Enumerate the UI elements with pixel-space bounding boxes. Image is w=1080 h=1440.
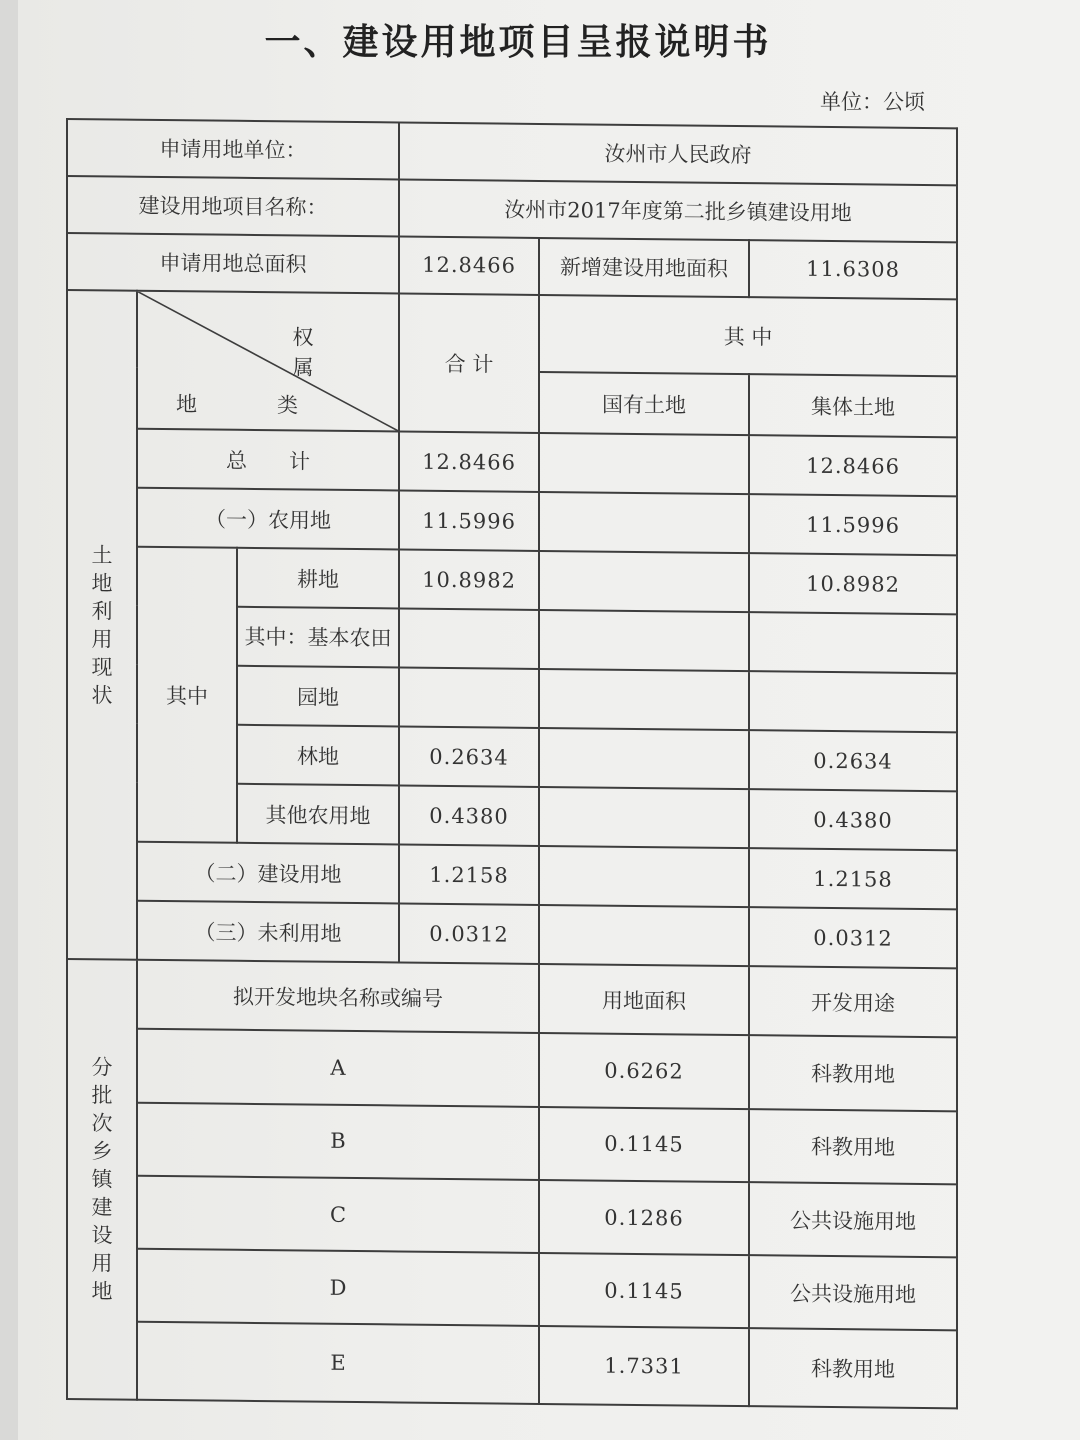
row-state: [539, 669, 749, 730]
area-row: [67, 233, 957, 299]
block-name: B: [137, 1102, 539, 1179]
row-name: 耕地: [237, 548, 399, 609]
block-name: E: [137, 1322, 539, 1404]
applicant-label: 申请用地单位：: [67, 119, 399, 179]
table-row: [67, 900, 957, 968]
block-name: A: [137, 1029, 539, 1106]
sub-group-label: 其中: [137, 547, 237, 843]
diag-top-label: 权属: [292, 325, 374, 381]
block-use: 公共设施用地: [749, 1255, 957, 1330]
table-row: [67, 487, 957, 555]
row-collective: 12.8466: [749, 435, 957, 496]
project-row: [67, 176, 957, 242]
col-state-header: 国有土地: [539, 372, 749, 435]
row-total: 1.2158: [399, 845, 539, 905]
table-row: [67, 1175, 957, 1258]
col-use-header: 开发用途: [749, 966, 957, 1037]
table-row: [67, 1028, 957, 1111]
row-name: 总 计: [137, 429, 399, 491]
land-use-table: [66, 118, 958, 1409]
total-area-value: 12.8466: [399, 236, 539, 294]
row-name: 林地: [237, 725, 399, 786]
row-total: 0.0312: [399, 904, 539, 964]
document-page: [18, 0, 1080, 1440]
block-use: 科教用地: [749, 1036, 957, 1111]
new-area-label: 新增建设用地面积: [539, 238, 749, 297]
project-label: 建设用地项目名称：: [67, 176, 399, 236]
table-row: [67, 546, 957, 614]
row-name: 其中：基本农田: [237, 607, 399, 668]
block-area: 0.1145: [539, 1107, 749, 1182]
document-title: 一、建设用地项目呈报说明书: [264, 22, 772, 63]
block-name: D: [137, 1249, 539, 1326]
table-row: [67, 1321, 957, 1408]
status-header-row: [67, 290, 957, 377]
row-collective: [749, 612, 957, 673]
row-total: 12.8466: [399, 432, 539, 492]
project-value: 汝州市2017年度第二批乡镇建设用地: [399, 179, 957, 242]
row-state: [539, 551, 749, 612]
row-name: （二）建设用地: [137, 842, 399, 904]
row-state: [539, 787, 749, 848]
row-name: 其他农用地: [237, 784, 399, 845]
row-state: [539, 846, 749, 907]
block-use: 科教用地: [749, 1329, 957, 1409]
row-collective: 11.5996: [749, 494, 957, 555]
table-row: [67, 428, 957, 496]
batch-section-label: 分批次乡镇建设用地: [67, 959, 137, 1399]
block-use: 科教用地: [749, 1109, 957, 1184]
table-row: [67, 1248, 957, 1331]
col-total-header: 合 计: [399, 293, 539, 433]
row-total: 0.2634: [399, 727, 539, 787]
applicant-value: 汝州市人民政府: [399, 122, 957, 185]
row-total: 11.5996: [399, 491, 539, 551]
col-group-header: 其 中: [539, 295, 957, 377]
row-collective: 10.8982: [749, 553, 957, 614]
row-state: [539, 728, 749, 789]
row-total: [399, 668, 539, 728]
row-collective: 0.2634: [749, 730, 957, 791]
row-state: [539, 610, 749, 671]
row-state: [539, 492, 749, 553]
row-collective: [749, 671, 957, 732]
batch-header-row: [67, 959, 957, 1038]
table-row: [67, 841, 957, 909]
col-block-name-header: 拟开发地块名称或编号: [137, 960, 539, 1033]
row-collective: 1.2158: [749, 848, 957, 909]
applicant-row: [67, 119, 957, 185]
row-name: （三）未利用地: [137, 901, 399, 963]
table-row: [67, 1102, 957, 1185]
new-area-value: 11.6308: [749, 240, 957, 299]
unit-label: 单位：公顷: [820, 90, 925, 114]
row-name: （一）农用地: [137, 488, 399, 550]
total-area-label: 申请用地总面积: [67, 233, 399, 293]
row-state: [539, 433, 749, 494]
block-area: 0.6262: [539, 1033, 749, 1108]
row-total: [399, 609, 539, 669]
block-area: 1.7331: [539, 1326, 749, 1406]
diagonal-header-cell: [137, 291, 399, 432]
row-collective: 0.0312: [749, 907, 957, 968]
col-area-header: 用地面积: [539, 964, 749, 1035]
row-name: 园地: [237, 666, 399, 727]
row-total: 10.8982: [399, 550, 539, 610]
block-use: 公共设施用地: [749, 1182, 957, 1257]
col-collective-header: 集体土地: [749, 374, 957, 437]
block-area: 0.1145: [539, 1253, 749, 1328]
row-state: [539, 905, 749, 966]
row-total: 0.4380: [399, 786, 539, 846]
block-area: 0.1286: [539, 1180, 749, 1255]
diag-bottom-label: 地类: [176, 392, 378, 419]
block-name: C: [137, 1176, 539, 1253]
status-section-label: 土地利用现状: [67, 290, 137, 960]
row-collective: 0.4380: [749, 789, 957, 850]
